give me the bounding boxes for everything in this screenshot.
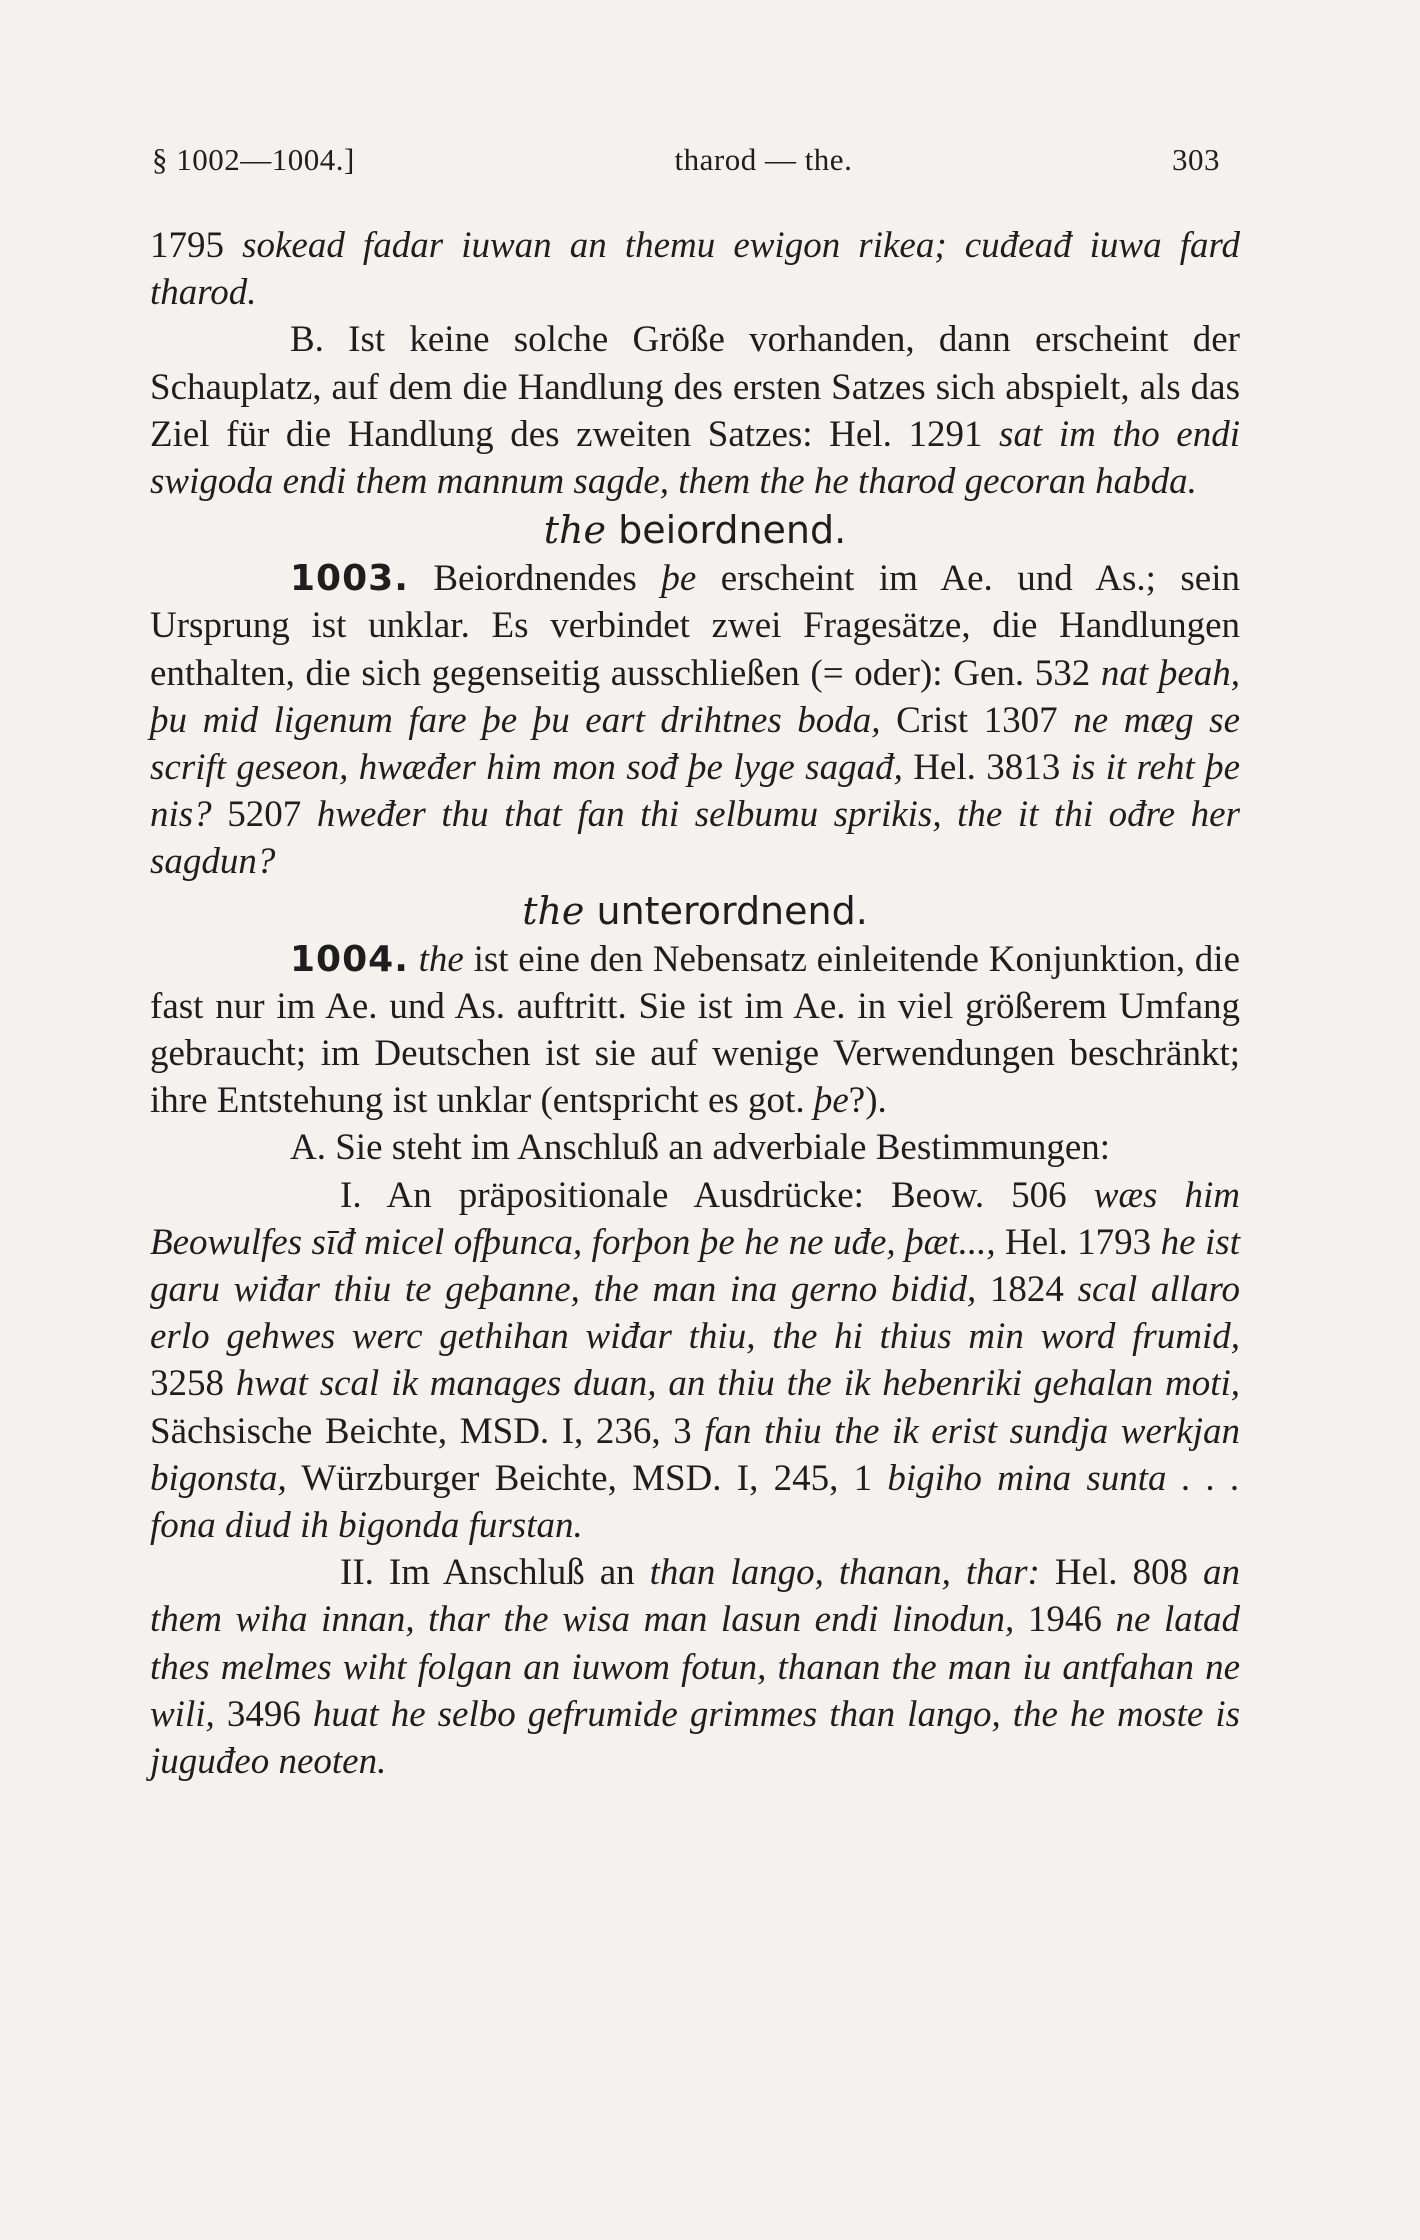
paragraph-text: I. An präpositionale Ausdrücke: Beow. 506 [340, 1174, 1094, 1216]
citation-number: 1795 [150, 225, 243, 266]
section-text: ist eine den Nebensatz einleitende Konjunktion, die fast nur im Ae. und As. auftritt. Sie ist im Ae. in viel größerem Umfang gebraucht; im Deutschen ist sie auf wenige Verwendungen beschränkt; ihre Entstehung ist unklar (entspricht es got. [150, 938, 1240, 1122]
quotation: bigiho mina sunta . . . fona diud ih bigonda furstan. [150, 1457, 1240, 1547]
paragraph-b [150, 316, 1240, 505]
paragraph-text: B. Ist keine solche Größe vorhanden, dann erscheint der Schauplatz, auf dem die Handlung des ersten Satzes sich abspielt, als das Ziel für die Handlung des zweiten Satzes: Hel. 1291 [150, 319, 1240, 455]
heading-text: unterordnend. [584, 888, 868, 933]
paragraph-ii [150, 1549, 1240, 1785]
keyword: the [418, 938, 464, 980]
citation: Sächsische Beichte, MSD. I, 236, 3 [150, 1410, 705, 1452]
citation: Würzburger Beichte, MSD. I, 245, 1 [286, 1457, 888, 1499]
heading-keyword: the [543, 508, 606, 553]
paragraph-i [150, 1172, 1240, 1550]
quotation: wæs him Beowulfes sīđ micel ofþunca, forþon þe he ne uđe, þæt..., [150, 1174, 1240, 1263]
heading-beiordnend [150, 505, 1240, 555]
paragraph-a [150, 1124, 1240, 1171]
citation: 1946 [1014, 1599, 1116, 1641]
quotation: hwat scal ik manages duan, an thiu the ik hebenriki gehalan moti, [235, 1363, 1241, 1405]
paragraph-text: II. Im Anschluß an [340, 1552, 650, 1594]
citation: 1824 [976, 1269, 1078, 1311]
section-text: ?). [848, 1080, 887, 1122]
citation: 3258 [150, 1363, 236, 1405]
paragraph-1795 [150, 222, 1240, 316]
section-1003 [150, 555, 1240, 885]
citation: Hel. 808 [1039, 1552, 1203, 1594]
quotation: ne latad thes melmes wiht folgan an iuwom fotun, thanan the man iu antfahan ne wili, [150, 1599, 1241, 1735]
quotation: nat þeah, þu mid ligenum fare þe þu eart drihtnes boda, [150, 652, 1240, 741]
quotation: fan thiu the ik erist sundja werkjan bigonsta, [150, 1410, 1240, 1499]
keyword: than lango, thanan, thar: [649, 1552, 1040, 1594]
quotation: sat im tho endi swigoda endi them mannum sagde, them the he tharod gecoran habda. [150, 413, 1240, 503]
quotation: huat he selbo gefrumide grimmes than lango, the he moste is juguđeo neoten. [150, 1693, 1241, 1783]
section-text: Beiordnendes [408, 558, 662, 600]
heading-unterordnend [150, 886, 1240, 936]
header-section-range: § 1002—1004.] [152, 142, 355, 177]
citation: Hel. 3813 [902, 747, 1071, 789]
quotation: he ist garu wiđar thiu te geþanne, the man ina gerno bidid, [150, 1221, 1240, 1311]
quotation: scal allaro erlo gehwes werc gethihan wiđar thiu, the hi thius min word frumid, [150, 1269, 1241, 1358]
page-number: 303 [1172, 142, 1220, 177]
citation: Crist 1307 [880, 699, 1074, 741]
header-title: tharod — the. [674, 142, 853, 177]
heading-text: beiordnend. [606, 508, 847, 553]
citation: 5207 [211, 794, 317, 836]
quotation: sokead fadar iuwan an themu ewigon rikea; cuđeađ iuwa fard tharod. [150, 225, 1241, 314]
section-number: 1003. [290, 558, 409, 600]
quotation: an them wiha innan, thar the wisa man lasun endi linodun, [150, 1552, 1240, 1641]
quotation: is it reht þe nis? [150, 747, 1240, 836]
section-text: erscheint im Ae. und As.; sein Ursprung ist unklar. Es verbindet zwei Fragesätze, die Handlungen enthalten, die sich gegenseitig ausschließen (= oder): Gen. 532 [150, 558, 1240, 694]
citation: Hel. 1793 [995, 1221, 1161, 1263]
body-text [150, 222, 1240, 1785]
keyword: þe [661, 558, 697, 600]
heading-keyword: the [522, 888, 585, 933]
paragraph-text: A. Sie steht im Anschluß an adverbiale Bestimmungen: [290, 1127, 1111, 1169]
section-number: 1004. [290, 938, 409, 980]
citation: 3496 [214, 1693, 313, 1735]
running-header [152, 142, 1220, 178]
section-1004 [150, 936, 1240, 1125]
keyword: þe [813, 1080, 849, 1122]
quotation: hweđer thu that fan thi selbumu sprikis, the it thi ođre her sagdun? [150, 794, 1240, 883]
quotation: ne mæg se scrift geseon, hwæđer him mon sođ þe lyge sagađ, [150, 699, 1240, 789]
